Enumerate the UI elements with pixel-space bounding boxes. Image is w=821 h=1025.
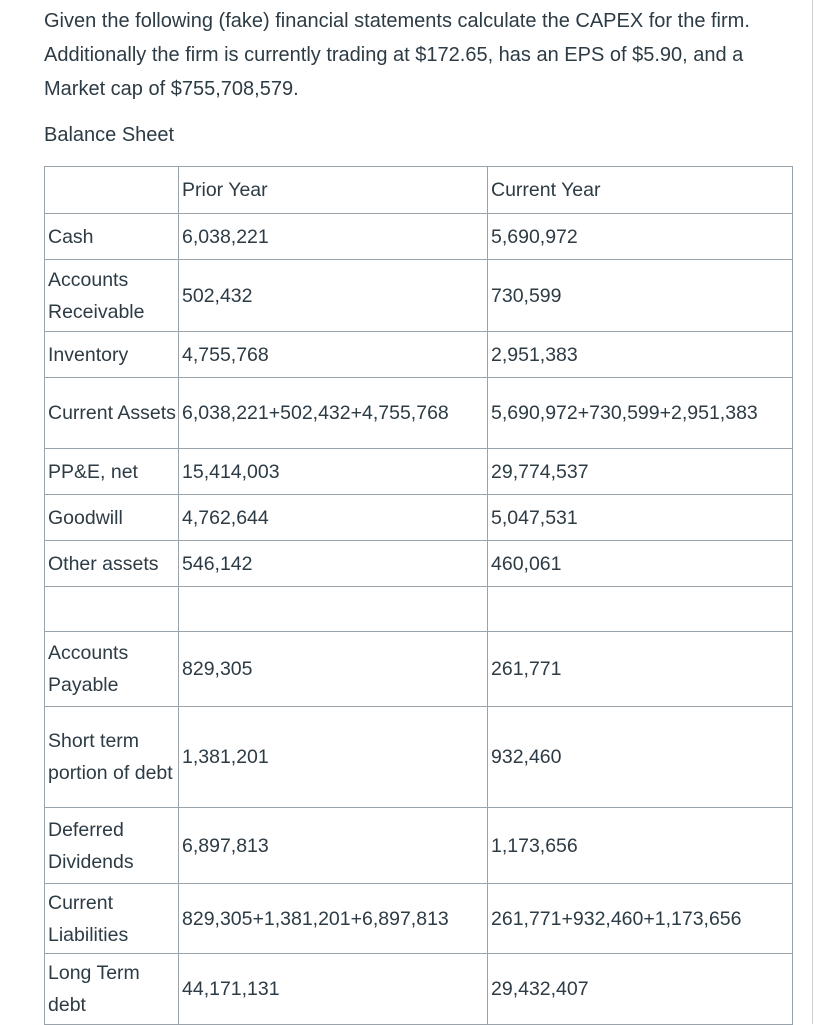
table-row: [45, 260, 793, 332]
current-year-value: 29,774,537: [488, 449, 793, 495]
row-label: Accounts Payable: [45, 632, 179, 707]
row-label: Long Term debt: [45, 954, 179, 1025]
table-header-row: [45, 167, 793, 214]
prior-year-value: 6,038,221+502,432+4,755,768: [179, 378, 488, 449]
current-year-value: 2,951,383: [488, 332, 793, 378]
prior-year-value: 829,305+1,381,201+6,897,813: [179, 884, 488, 954]
current-year-value: 5,047,531: [488, 495, 793, 541]
row-label: Goodwill: [45, 495, 179, 541]
table-row: [45, 332, 793, 378]
header-cell-prior-year: Prior Year: [179, 167, 488, 214]
row-label: Accounts Receivable: [45, 260, 179, 332]
prior-year-value: 15,414,003: [179, 449, 488, 495]
current-year-value: 730,599: [488, 260, 793, 332]
table-row: [45, 632, 793, 707]
prior-year-value: 502,432: [179, 260, 488, 332]
prior-year-value: 4,755,768: [179, 332, 488, 378]
prior-year-value: 6,897,813: [179, 808, 488, 884]
table-row: [45, 884, 793, 954]
row-label: PP&E, net: [45, 449, 179, 495]
current-year-value: 5,690,972+730,599+2,951,383: [488, 378, 793, 449]
prior-year-value: 546,142: [179, 541, 488, 587]
table-row: [45, 214, 793, 260]
prior-year-value: 4,762,644: [179, 495, 488, 541]
header-cell-current-year: Current Year: [488, 167, 793, 214]
current-year-value: 1,173,656: [488, 808, 793, 884]
current-year-value: 460,061: [488, 541, 793, 587]
table-row: [45, 954, 793, 1025]
row-label: Current Liabilities: [45, 884, 179, 954]
prior-year-value: 829,305: [179, 632, 488, 707]
table-row-empty: [45, 587, 793, 632]
row-label: [45, 587, 179, 632]
table-row: [45, 495, 793, 541]
prior-year-value: 6,038,221: [179, 214, 488, 260]
table-row: [45, 707, 793, 808]
current-year-value: 261,771: [488, 632, 793, 707]
current-year-value: [488, 587, 793, 632]
row-label: Current Assets: [45, 378, 179, 449]
section-title: Balance Sheet: [44, 124, 175, 146]
table-row: [45, 449, 793, 495]
row-label: Other assets: [45, 541, 179, 587]
header-cell-label: [45, 167, 179, 214]
table-row: [45, 541, 793, 587]
question-text: Given the following (fake) financial statements calculate the CAPEX for the firm. Additionally the firm is currently trading at $172.65, has an EPS of $5.90, and a Market cap of $755,708,579.: [44, 10, 750, 100]
table-row: [45, 378, 793, 449]
row-label: Deferred Dividends: [45, 808, 179, 884]
balance-sheet-table: [44, 166, 793, 1025]
current-year-value: 261,771+932,460+1,173,656: [488, 884, 793, 954]
current-year-value: 932,460: [488, 707, 793, 808]
current-year-value: 29,432,407: [488, 954, 793, 1025]
prior-year-value: 1,381,201: [179, 707, 488, 808]
prior-year-value: [179, 587, 488, 632]
content-right-border: [812, 0, 813, 1024]
table-row: [45, 808, 793, 884]
row-label: Inventory: [45, 332, 179, 378]
prior-year-value: 44,171,131: [179, 954, 488, 1025]
row-label: Cash: [45, 214, 179, 260]
current-year-value: 5,690,972: [488, 214, 793, 260]
row-label: Short term portion of debt: [45, 707, 179, 808]
